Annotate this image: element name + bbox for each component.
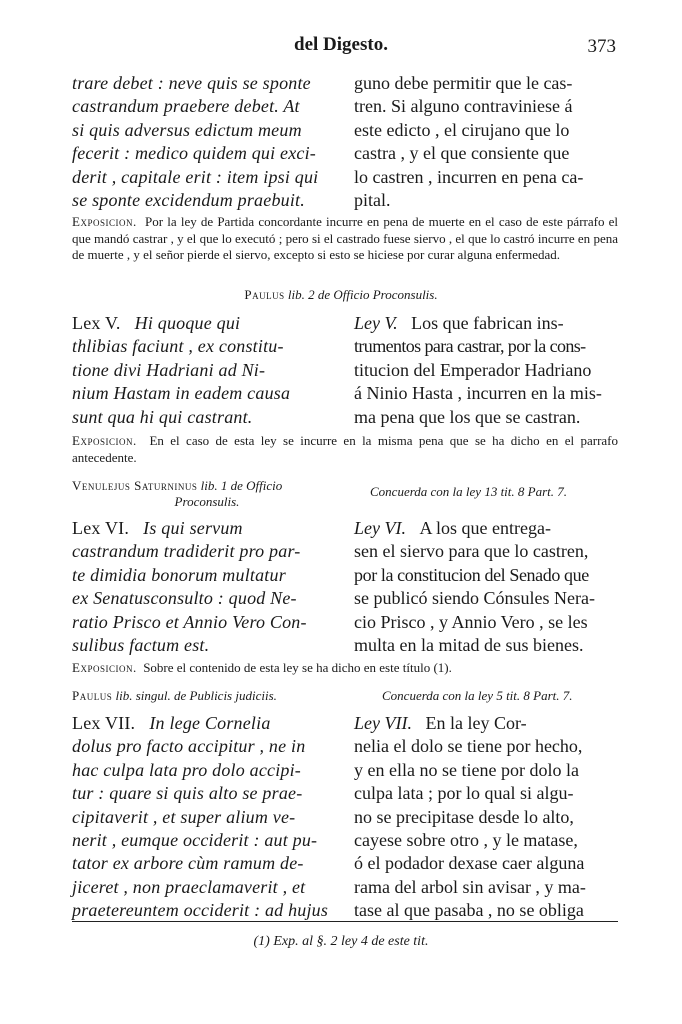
latin-line: nium Hastam in eadem causa bbox=[72, 383, 291, 404]
latin-line: nerit , eumque occiderit : aut pu- bbox=[72, 830, 318, 851]
spanish-line: rama del arbol sin avisar , y ma- bbox=[354, 876, 586, 897]
spanish-line: guno debe permitir que le cas- bbox=[354, 73, 573, 93]
spanish-line: lo castren , incurren en pena ca- bbox=[354, 166, 584, 187]
spanish-column-block1 bbox=[354, 72, 616, 212]
exposicion-label: Exposicion. bbox=[72, 660, 137, 675]
lex-heading: Lex V. bbox=[72, 313, 121, 333]
exposicion-text: En el caso de esta ley se incurre en la misma pena que se ha dicho en el parrafo antecedente. bbox=[72, 433, 618, 465]
spanish-line: y en ella no se tiene por dolo la bbox=[354, 759, 579, 780]
exposicion-block1 bbox=[72, 214, 618, 264]
latin-line: praetereuntem occiderit : ad hujus bbox=[72, 900, 329, 921]
ley-heading: Ley VII. bbox=[354, 713, 412, 733]
spanish-line: castra , y el que consiente que bbox=[354, 143, 570, 164]
concordance-text: Concuerda con la ley 13 tit. 8 Part. 7. bbox=[370, 484, 568, 499]
source-work: lib. 2 de Officio Proconsulis. bbox=[287, 287, 438, 302]
exposicion-lex5 bbox=[72, 433, 618, 466]
spanish-line: se publicó siendo Cónsules Nera- bbox=[354, 588, 595, 609]
latin-line: In lege Cornelia bbox=[149, 713, 271, 733]
spanish-line: trumentos para castrar, por la cons- bbox=[354, 336, 586, 357]
latin-line: dolus pro facto accipitur , ne in bbox=[72, 736, 306, 757]
spanish-column-lex5 bbox=[354, 312, 616, 429]
spanish-line: En la ley Cor- bbox=[425, 713, 527, 733]
latin-line: cipitaverit , et super alium ve- bbox=[72, 806, 296, 827]
latin-line: jiceret , non praeclamaverit , et bbox=[72, 876, 306, 897]
concordance-text: Concuerda con la ley 5 tit. 8 Part. 7. bbox=[382, 688, 573, 703]
latin-line: tione divi Hadriani ad Ni- bbox=[72, 359, 266, 380]
lex-heading: Lex VI. bbox=[72, 518, 130, 538]
latin-line: castrandum tradiderit pro par- bbox=[72, 541, 301, 562]
latin-column-lex6 bbox=[72, 517, 340, 657]
latin-column-lex5 bbox=[72, 312, 340, 429]
spanish-line: cio Prisco , y Annio Vero , se les bbox=[354, 611, 588, 632]
spanish-line: multa en la mitad de sus bienes. bbox=[354, 635, 584, 656]
spanish-line: sen el siervo para que lo castren, bbox=[354, 541, 589, 562]
latin-line: tator ex arbore cùm ramum de- bbox=[72, 853, 304, 874]
footnote-text: (1) Exp. al §. 2 ley 4 de este tit. bbox=[253, 934, 429, 949]
latin-line: ratio Prisco et Annio Vero Con- bbox=[72, 611, 307, 632]
latin-line: sunt qua hi qui castrant. bbox=[72, 406, 253, 427]
source-work: lib. 1 de Officio bbox=[200, 478, 283, 493]
source-work: lib. singul. de Publicis judiciis. bbox=[115, 688, 277, 703]
spanish-line: titucion del Emperador Hadriano bbox=[354, 359, 592, 380]
latin-column-block1 bbox=[72, 72, 340, 212]
concordance-lex7 bbox=[382, 688, 618, 704]
spanish-line: pital. bbox=[354, 190, 391, 211]
spanish-line: á Ninio Hasta , incurren en la mis- bbox=[354, 383, 602, 404]
spanish-column-lex7 bbox=[354, 712, 616, 923]
latin-line: te dimidia bonorum multatur bbox=[72, 564, 286, 585]
spanish-line: tase al que pasaba , no se obliga bbox=[354, 900, 584, 921]
exposicion-text: Sobre el contenido de esta ley se ha dicho en este título (1). bbox=[143, 660, 452, 675]
latin-line: fecerit : medico quidem qui exci- bbox=[72, 143, 317, 164]
footnote bbox=[0, 934, 682, 950]
source-venulejus bbox=[72, 478, 342, 510]
spanish-line: por la constitucion del Senado que bbox=[354, 564, 589, 585]
concordance-lex6 bbox=[370, 484, 616, 500]
source-author: Paulus bbox=[72, 688, 113, 703]
source-author: Venulejus Saturninus bbox=[72, 478, 198, 493]
source-paulus-singul bbox=[72, 688, 342, 704]
running-title: del Digesto. bbox=[294, 34, 388, 55]
ley-heading: Ley V. bbox=[354, 313, 398, 333]
spanish-line: ma pena que los que se castran. bbox=[354, 406, 581, 427]
exposicion-lex6 bbox=[72, 660, 618, 677]
latin-line: hac culpa lata pro dolo accipi- bbox=[72, 759, 301, 780]
latin-line: tur : quare si quis alto se prae- bbox=[72, 783, 303, 804]
source-author: Paulus bbox=[244, 287, 285, 302]
exposicion-label: Exposicion. bbox=[72, 433, 137, 448]
exposicion-label: Exposicion. bbox=[72, 214, 137, 229]
spanish-line: Los que fabrican ins- bbox=[411, 313, 564, 333]
latin-line: se sponte excidendum praebuit. bbox=[72, 190, 305, 211]
latin-line: derit , capitale erit : item ipsi qui bbox=[72, 166, 319, 187]
footnote-rule bbox=[72, 921, 618, 922]
latin-line: si quis adversus edictum meum bbox=[72, 119, 302, 140]
latin-line: ex Senatusconsulto : quod Ne- bbox=[72, 588, 297, 609]
latin-column-lex7 bbox=[72, 712, 340, 923]
latin-line: sulibus factum est. bbox=[72, 635, 210, 656]
latin-line: Hi quoque qui bbox=[134, 313, 241, 333]
spanish-line: culpa lata ; por lo qual si algu- bbox=[354, 783, 574, 804]
spanish-column-lex6 bbox=[354, 517, 616, 657]
latin-line: castrandum praebere debet. At bbox=[72, 96, 300, 117]
spanish-line: este edicto , el cirujano que lo bbox=[354, 119, 570, 140]
latin-line: trare debet : neve quis se sponte bbox=[72, 73, 311, 93]
latin-line: Is qui servum bbox=[143, 518, 243, 538]
page-number: 373 bbox=[587, 36, 616, 57]
spanish-line: A los que entrega- bbox=[419, 518, 551, 538]
spanish-line: ó el podador dexase caer alguna bbox=[354, 853, 585, 874]
source-work-line2: Proconsulis. bbox=[174, 494, 240, 509]
ley-heading: Ley VI. bbox=[354, 518, 406, 538]
spanish-line: cayese sobre otro , y le matase, bbox=[354, 830, 578, 851]
spanish-line: no se precipitase desde lo alto, bbox=[354, 806, 574, 827]
lex-heading: Lex VII. bbox=[72, 713, 136, 733]
exposicion-text: Por la ley de Partida concordante incurre en pena de muerte en el caso de este párrafo el que mandó castrar , y el que lo executó ; pero si el castrado fuese siervo , el que lo castró incurre en pena de muerte , y el señor pierde el siervo, excepto si esto se hiciese por curar alguna enfermedad. bbox=[72, 214, 619, 262]
latin-line: thlibias faciunt , ex constitu- bbox=[72, 336, 284, 357]
spanish-line: nelia el dolo se tiene por hecho, bbox=[354, 736, 583, 757]
spanish-line: tren. Si alguno contraviniese á bbox=[354, 96, 573, 117]
source-paulus bbox=[0, 287, 682, 303]
